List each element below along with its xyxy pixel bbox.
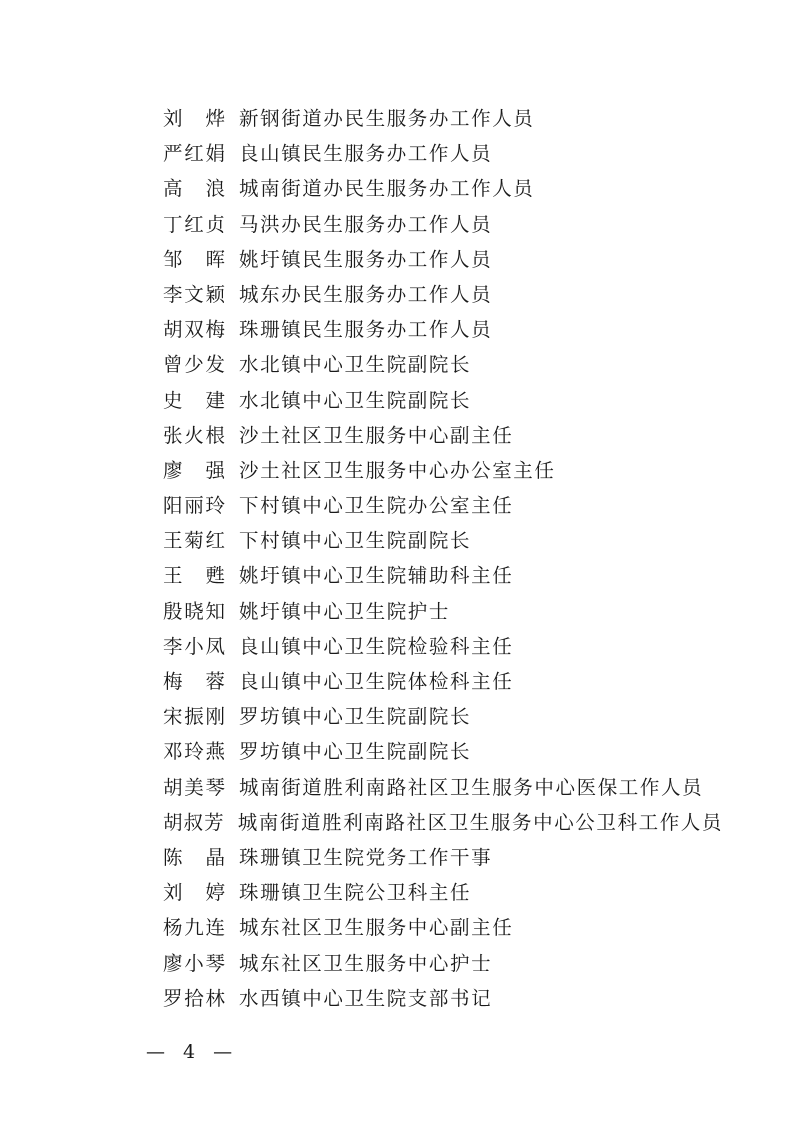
person-name: 王 甦 (163, 564, 225, 588)
person-name: 罗拾林 (163, 986, 225, 1010)
person-name: 宋振刚 (163, 705, 225, 729)
list-item (163, 312, 723, 347)
list-item (163, 981, 723, 1016)
person-name: 史 建 (163, 388, 225, 412)
list-item (163, 629, 723, 664)
person-role: 良山镇中心卫生院检验科主任 (239, 634, 514, 658)
person-name: 陈 晶 (163, 845, 225, 869)
person-role: 珠珊镇民生服务办工作人员 (239, 318, 493, 342)
list-item (163, 910, 723, 945)
person-name: 胡美琴 (163, 775, 225, 799)
list-item (163, 488, 723, 523)
list-item (163, 101, 723, 136)
person-name: 曾少发 (163, 353, 225, 377)
person-role: 新钢街道办民生服务办工作人员 (239, 107, 535, 130)
person-role: 姚圩镇中心卫生院辅助科主任 (239, 564, 514, 588)
person-role: 城东社区卫生服务中心护士 (239, 951, 493, 975)
person-name: 刘 烨 (163, 107, 225, 130)
person-name: 殷晓知 (163, 599, 225, 623)
list-item (163, 347, 723, 382)
person-role: 下村镇中心卫生院副院长 (239, 529, 472, 553)
person-name: 阳丽玲 (163, 494, 225, 518)
person-name: 刘 婷 (163, 881, 225, 905)
person-role: 水北镇中心卫生院副院长 (239, 353, 472, 377)
list-item (163, 453, 723, 488)
list-item (163, 699, 723, 734)
person-role: 姚圩镇中心卫生院护士 (239, 599, 451, 623)
list-item (163, 418, 723, 453)
list-item (163, 136, 723, 171)
person-role: 水西镇中心卫生院支部书记 (239, 986, 493, 1010)
person-name: 丁红贞 (163, 212, 225, 236)
person-name: 严红娟 (163, 142, 225, 166)
person-role: 水北镇中心卫生院副院长 (239, 388, 472, 412)
person-role: 罗坊镇中心卫生院副院长 (239, 740, 472, 764)
person-role: 下村镇中心卫生院办公室主任 (239, 494, 514, 518)
page-number: — 4 — (146, 1041, 239, 1063)
list-item (163, 207, 723, 242)
list-item (163, 840, 723, 875)
list-item (163, 277, 723, 312)
person-role: 良山镇中心卫生院体检科主任 (239, 670, 514, 693)
list-item (163, 875, 723, 910)
list-item (163, 946, 723, 981)
person-name: 张火根 (163, 423, 225, 447)
person-name: 李文颖 (163, 282, 225, 306)
person-role: 城东社区卫生服务中心副主任 (239, 916, 514, 940)
list-item (163, 805, 723, 840)
list-item (163, 558, 723, 593)
person-name: 邓玲燕 (163, 740, 225, 764)
person-name: 李小凤 (163, 634, 225, 658)
person-role: 城南街道胜利南路社区卫生服务中心公卫科工作人员 (237, 810, 723, 834)
person-name: 胡双梅 (163, 318, 225, 342)
person-name: 胡叔芳 (163, 810, 224, 834)
person-name: 廖小琴 (163, 951, 225, 975)
person-role: 城南街道办民生服务办工作人员 (239, 177, 535, 201)
person-role: 马洪办民生服务办工作人员 (239, 212, 493, 236)
list-item (163, 594, 723, 629)
person-role: 城东办民生服务办工作人员 (239, 282, 493, 306)
person-name: 邹 晖 (163, 247, 225, 271)
list-item (163, 242, 723, 277)
personnel-list (163, 101, 723, 1016)
person-role: 珠珊镇卫生院公卫科主任 (239, 881, 472, 905)
person-role: 城南街道胜利南路社区卫生服务中心医保工作人员 (239, 775, 704, 799)
person-role: 沙土社区卫生服务中心副主任 (239, 423, 514, 447)
list-item (163, 734, 723, 769)
list-item (163, 171, 723, 206)
person-role: 沙土社区卫生服务中心办公室主任 (239, 458, 556, 482)
list-item (163, 770, 723, 805)
list-item (163, 523, 723, 558)
person-name: 梅 蓉 (163, 670, 225, 693)
person-name: 高 浪 (163, 177, 225, 201)
list-item (163, 383, 723, 418)
person-name: 王菊红 (163, 529, 225, 553)
person-role: 姚圩镇民生服务办工作人员 (239, 247, 493, 271)
person-name: 廖 强 (163, 458, 225, 482)
person-role: 珠珊镇卫生院党务工作干事 (239, 845, 493, 869)
person-role: 罗坊镇中心卫生院副院长 (239, 705, 472, 729)
list-item (163, 664, 723, 699)
person-name: 杨九连 (163, 916, 225, 940)
person-role: 良山镇民生服务办工作人员 (239, 142, 493, 166)
